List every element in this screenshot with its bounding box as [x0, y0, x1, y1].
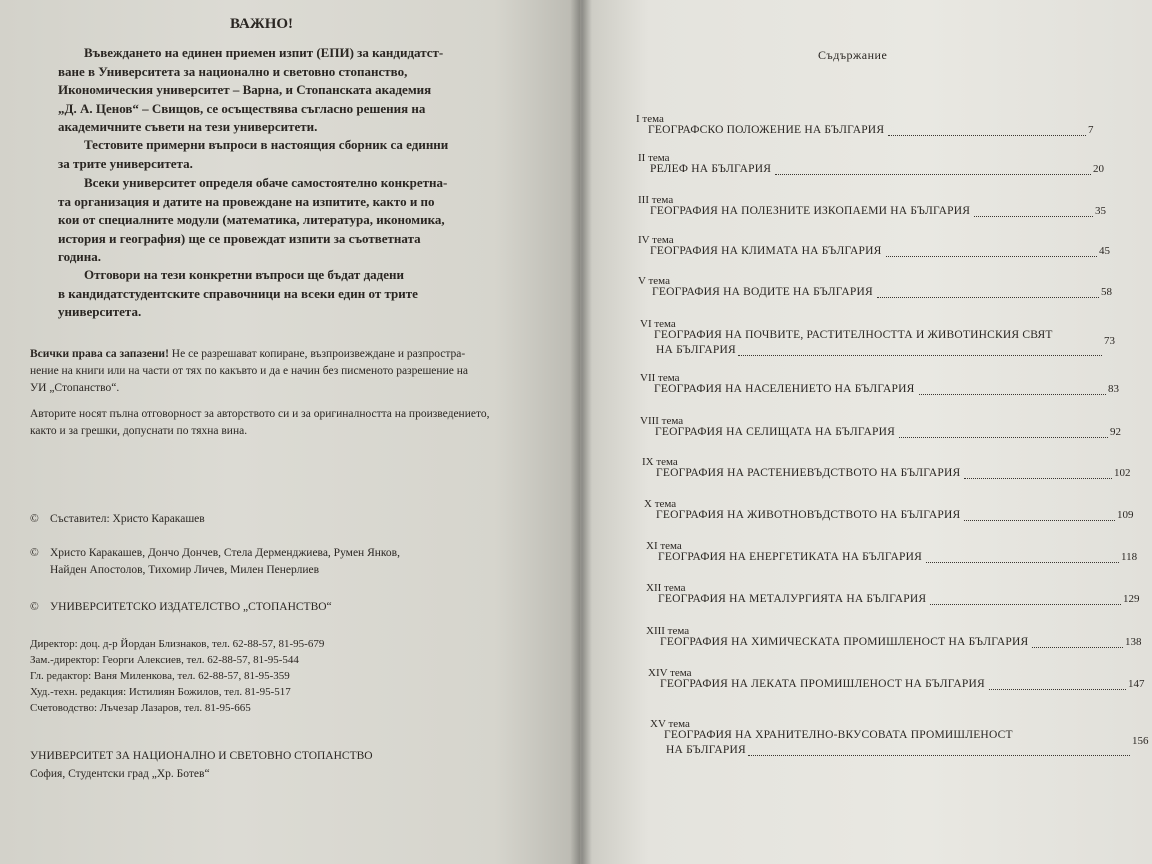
topic-title: ГЕОГРАФИЯ НА МЕТАЛУРГИЯТА НА БЪЛГАРИЯ	[658, 593, 927, 605]
staff-line: Худ.-техн. редакция: Истилиян Божилов, тел. 81-95-517	[30, 686, 291, 698]
topic-page-number: 147	[1128, 678, 1145, 690]
university-address: София, Студентски град „Хр. Ботев“	[30, 768, 210, 780]
topic-number: IV тема	[638, 234, 674, 246]
topic-page-number: 109	[1117, 509, 1134, 521]
copyright-symbol: ©	[30, 547, 39, 559]
rights-line: УИ „Стопанство“.	[30, 382, 120, 394]
publisher-name: УНИВЕРСИТЕТСКО ИЗДАТЕЛСТВО „СТОПАНСТВО“	[50, 601, 332, 613]
dot-leader	[1032, 647, 1123, 648]
topic-number: VIII тема	[640, 415, 684, 427]
dot-leader	[899, 437, 1108, 438]
copyright-symbol: ©	[30, 601, 39, 613]
rules-line: година.	[58, 249, 102, 264]
rules-line: кои от специалните модули (математика, литература, икономика,	[58, 212, 445, 227]
university-name: УНИВЕРСИТЕТ ЗА НАЦИОНАЛНО И СВЕТОВНО СТОПАНСТВО	[30, 750, 373, 762]
authors-responsibility	[30, 406, 530, 440]
authors-credit	[50, 545, 400, 579]
staff-list	[30, 636, 324, 716]
dot-leader	[964, 520, 1115, 521]
intro-line: академичните съвети на тези университети.	[58, 119, 318, 134]
authors-credit-line: Христо Каракашев, Дончо Дончев, Стела Дерменджиева, Румен Янков,	[50, 547, 400, 559]
authors-credit-line: Найден Апостолов, Тихомир Личев, Милен Пенерлиев	[50, 564, 320, 576]
dot-leader	[886, 256, 1097, 257]
rights-line: нение на книги или на части от тях по какъвто и да е начин без писменото разрешение на	[30, 365, 468, 377]
book-gutter	[570, 0, 592, 864]
responsibility-line: както и за грешки, допуснати по тяхна вина.	[30, 425, 248, 437]
topic-number: V тема	[638, 275, 670, 287]
topic-title: ГЕОГРАФИЯ НА ХИМИЧЕСКАТА ПРОМИШЛЕНОСТ НА БЪЛГАРИЯ	[660, 636, 1029, 648]
topic-title: РЕЛЕФ НА БЪЛГАРИЯ	[650, 163, 772, 175]
topic-title: НА БЪЛГАРИЯ	[656, 344, 736, 356]
rights-bold: Всички права са запазени!	[30, 348, 169, 360]
dot-leader	[930, 604, 1121, 605]
dot-leader	[974, 216, 1093, 217]
dot-leader	[926, 562, 1119, 563]
intro-paragraph	[58, 44, 488, 137]
topic-title: ГЕОГРАФИЯ НА НАСЕЛЕНИЕТО НА БЪЛГАРИЯ	[654, 383, 915, 395]
intro-line: Въвеждането на единен приемен изпит (ЕПИ) за кандидатст-	[84, 45, 444, 60]
dot-leader	[738, 355, 1102, 356]
topic-number: III тема	[638, 194, 674, 206]
intro-line: Икономическия университет – Варна, и Стопанската академия	[58, 82, 432, 97]
compiler-credit: Съставител: Христо Каракашев	[50, 513, 205, 525]
topic-number: II тема	[638, 152, 670, 164]
dot-leader	[888, 135, 1086, 136]
topic-title: ГЕОГРАФИЯ НА ЖИВОТНОВЪДСТВОТО НА БЪЛГАРИЯ	[656, 509, 961, 521]
staff-line: Гл. редактор: Ваня Миленкова, тел. 62-88-57, 81-95-359	[30, 670, 290, 682]
topic-number: I тема	[636, 113, 664, 125]
topic-number: XII тема	[646, 582, 686, 594]
topic-title: ГЕОГРАФИЯ НА ПОЧВИТЕ, РАСТИТЕЛНОСТТА И ЖИВОТИНСКИЯ СВЯТ	[654, 329, 1053, 341]
rules-line: та организация и датите на провеждане на изпитите, както и по	[58, 193, 435, 209]
topic-page-number: 45	[1099, 245, 1110, 257]
sample-line: за трите университета.	[58, 155, 193, 171]
topic-page-number: 129	[1123, 593, 1140, 605]
topic-page-number: 92	[1110, 426, 1121, 438]
intro-line: ване в Университета за национално и световно стопанство,	[58, 63, 408, 79]
topic-title: ГЕОГРАФИЯ НА ВОДИТЕ НА БЪЛГАРИЯ	[652, 286, 873, 298]
rights-notice	[30, 346, 530, 397]
dot-leader	[775, 174, 1091, 175]
topic-page-number: 102	[1114, 467, 1131, 479]
copyright-symbol: ©	[30, 513, 39, 525]
topic-page-number: 7	[1088, 124, 1094, 136]
topic-title: НА БЪЛГАРИЯ	[666, 744, 746, 756]
topic-page-number: 35	[1095, 205, 1106, 217]
university-rules-paragraph	[58, 174, 488, 267]
topic-number: XV тема	[650, 718, 690, 730]
sample-questions-paragraph	[58, 136, 488, 173]
topic-title: ГЕОГРАФИЯ НА РАСТЕНИЕВЪДСТВОТО НА БЪЛГАРИЯ	[656, 467, 961, 479]
topic-number: XI тема	[646, 540, 682, 552]
topic-title: ГЕОГРАФИЯ НА ПОЛЕЗНИТЕ ИЗКОПАЕМИ НА БЪЛГАРИЯ	[650, 205, 971, 217]
topic-page-number: 156	[1132, 735, 1149, 747]
rights-line: Не се разрешават копиране, възпроизвеждане и разпростра-	[168, 348, 466, 360]
rules-line: Всеки университет определя обаче самостоятелно конкретна-	[84, 175, 448, 190]
topic-page-number: 58	[1101, 286, 1112, 298]
sample-line: Тестовите примерни въпроси в настоящия сборник са единни	[84, 137, 449, 152]
topic-page-number: 20	[1093, 163, 1104, 175]
topic-title: ГЕОГРАФИЯ НА КЛИМАТА НА БЪЛГАРИЯ	[650, 245, 882, 257]
topic-number: XIII тема	[646, 625, 690, 637]
answers-line: Отговори на тези конкретни въпроси ще бъдат дадени	[84, 267, 404, 282]
topic-page-number: 73	[1104, 335, 1115, 347]
dot-leader	[748, 755, 1130, 756]
toc-title: Съдържание	[818, 48, 888, 62]
dot-leader	[919, 394, 1107, 395]
dot-leader	[989, 689, 1126, 690]
answers-line: университета.	[58, 304, 142, 319]
topic-title: ГЕОГРАФИЯ НА ЛЕКАТА ПРОМИШЛЕНОСТ НА БЪЛГАРИЯ	[660, 678, 985, 690]
topic-title: ГЕОГРАФИЯ НА СЕЛИЩАТА НА БЪЛГАРИЯ	[655, 426, 895, 438]
staff-line: Счетоводство: Лъчезар Лазаров, тел. 81-95-665	[30, 702, 251, 714]
topic-number: X тема	[644, 498, 677, 510]
topic-title: ГЕОГРАФИЯ НА ХРАНИТЕЛНО-ВКУСОВАТА ПРОМИШЛЕНОСТ	[664, 729, 1013, 741]
topic-page-number: 118	[1121, 551, 1138, 563]
important-heading: ВАЖНО!	[230, 16, 294, 32]
answers-paragraph	[58, 266, 488, 322]
intro-line: „Д. А. Ценов“ – Свищов, се осъществява съгласно решения на	[58, 100, 426, 116]
responsibility-line: Авторите носят пълна отговорност за авторството си и за оригиналността на произведението,	[30, 408, 490, 420]
answers-line: в кандидатстудентските справочници на всеки един от трите	[58, 285, 418, 301]
dot-leader	[964, 478, 1112, 479]
topic-title: ГЕОГРАФИЯ НА ЕНЕРГЕТИКАТА НА БЪЛГАРИЯ	[658, 551, 922, 563]
dot-leader	[877, 297, 1099, 298]
topic-number: XIV тема	[648, 667, 692, 679]
staff-line: Зам.-директор: Георги Алексиев, тел. 62-88-57, 81-95-544	[30, 654, 299, 666]
rules-line: история и география) ще се провеждат изпити за съответната	[58, 230, 421, 246]
topic-title: ГЕОГРАФСКО ПОЛОЖЕНИЕ НА БЪЛГАРИЯ	[648, 124, 885, 136]
topic-number: VII тема	[640, 372, 680, 384]
topic-number: VI тема	[640, 318, 676, 330]
topic-page-number: 83	[1108, 383, 1119, 395]
staff-line: Директор: доц. д-р Йордан Близнаков, тел. 62-88-57, 81-95-679	[30, 638, 325, 650]
topic-page-number: 138	[1125, 636, 1142, 648]
topic-number: IX тема	[642, 456, 678, 468]
